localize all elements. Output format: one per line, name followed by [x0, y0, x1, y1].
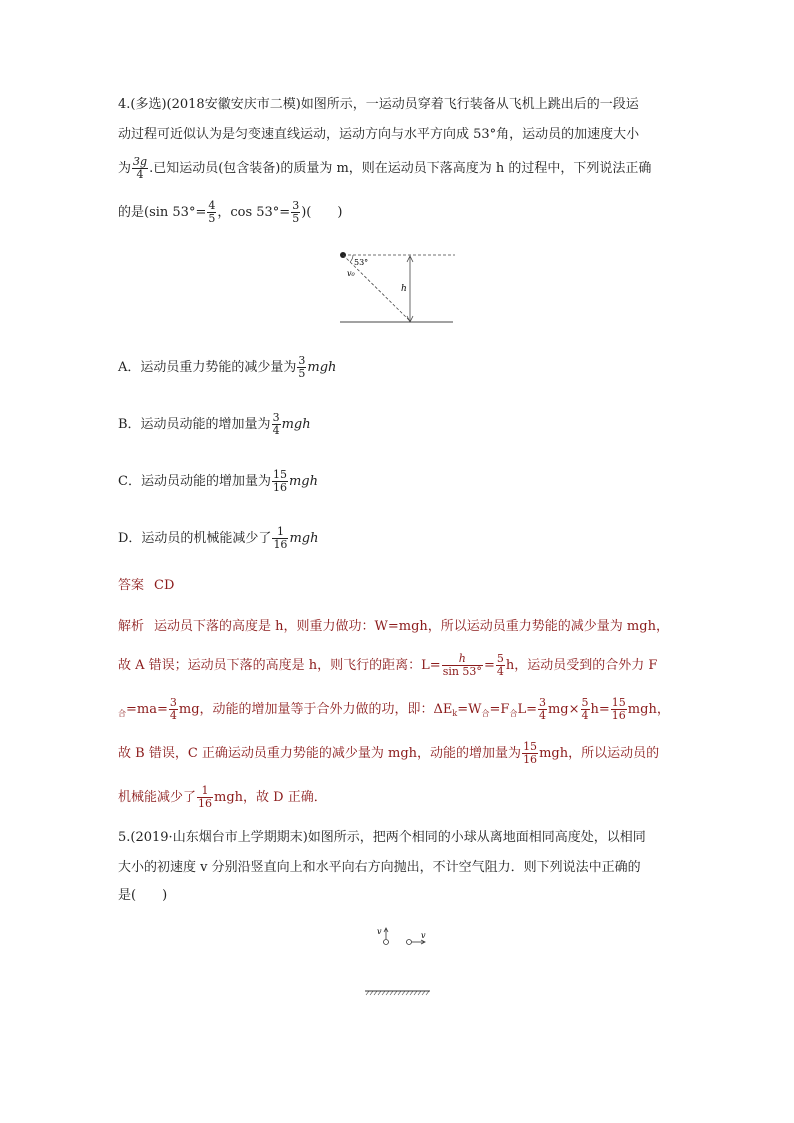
analysis-text-1: 运动员下落的高度是 h，则重力做功：W=mgh，所以运动员重力势能的减少量为 mgh，: [154, 619, 669, 634]
option-b-tail: mgh: [281, 417, 311, 432]
option-a-fraction: [297, 355, 306, 380]
q4-line-4: [118, 200, 342, 225]
subscript-k: k: [452, 709, 458, 718]
analysis-text-3d: =F: [489, 702, 510, 717]
frac-num: 15: [523, 740, 538, 753]
analysis-text-5a: 机械能减少了: [118, 790, 197, 805]
option-d-tail: mgh: [289, 531, 319, 546]
frac-den: 16: [523, 753, 538, 766]
subscript-he: 合: [509, 709, 518, 718]
q5-line-3: 是( ): [118, 888, 168, 903]
frac-5-4: [581, 697, 590, 722]
analysis-line-3: [118, 697, 670, 724]
v0-label: v₀: [347, 269, 355, 278]
analysis-text-3c: =W: [457, 702, 482, 717]
frac-num: 4: [208, 199, 216, 212]
analysis-text-3b: mg，动能的增加量等于合外力做的功，即：ΔE: [178, 702, 453, 717]
frac-num: 15: [611, 696, 626, 709]
frac-num: 3g: [133, 155, 148, 168]
frac-den: 5: [208, 212, 216, 225]
frac-den: 4: [136, 168, 144, 181]
angle-label: 53°: [354, 258, 369, 267]
analysis-text-3e: L=: [517, 702, 537, 717]
frac-num: 5: [496, 652, 504, 665]
q4-diagram: [335, 245, 460, 327]
frac-3-4-b: [538, 697, 547, 722]
frac-num: 5: [581, 696, 589, 709]
answer-label: 答案: [118, 578, 145, 593]
frac-num: 1: [197, 785, 213, 798]
q5-diagram: [360, 925, 435, 997]
frac-15-16-b: [522, 741, 538, 766]
analysis-label: 解析: [118, 619, 145, 634]
answer-line: [118, 576, 174, 596]
analysis-line-1: [118, 617, 669, 637]
analysis-line-2: [118, 653, 657, 678]
analysis-line-4: [118, 741, 659, 766]
frac-den: 16: [198, 797, 213, 810]
frac-den: sin 53°: [442, 665, 482, 678]
ball-up: [384, 940, 389, 945]
frac-num: 3: [538, 696, 546, 709]
option-c-fraction: [272, 469, 288, 494]
q4-sin-text: 的是(sin 53°=: [118, 205, 207, 220]
frac-den: 4: [169, 709, 177, 722]
option-d-text: D．运动员的机械能减少了: [118, 531, 272, 546]
q4-accel-fraction: [132, 156, 148, 181]
subscript-he: 合: [118, 709, 126, 718]
frac-den: 16: [272, 481, 287, 494]
q4-line-3: [118, 156, 651, 181]
frac-num: 3: [298, 354, 306, 367]
sin-fraction: [207, 200, 216, 225]
analysis-text-2b: h，运动员受到的合外力 F: [505, 658, 658, 673]
frac-num: 3: [169, 696, 177, 709]
equals: =: [483, 658, 495, 673]
analysis-text-4a: 故 B 错误，C 正确运动员重力势能的减少量为 mgh，动能的增加量为: [118, 746, 522, 761]
q4-cos-text: ，cos 53°=: [217, 205, 291, 220]
option-a-text: A．运动员重力势能的减少量为: [118, 360, 297, 375]
q4-answer-blank: )( ): [301, 205, 343, 220]
angle-arc: [350, 255, 353, 262]
ball-right: [407, 940, 412, 945]
analysis-text-3h: mgh，: [627, 702, 670, 717]
frac-3-4-a: [169, 697, 178, 722]
q5-line-1: 5.(2019·山东烟台市上学期期末)如图所示，把两个相同的小球从离地面相同高度处，以相同: [118, 830, 646, 845]
analysis-text-2a: 故 A 错误；运动员下落的高度是 h，则飞行的距离：L=: [118, 658, 441, 673]
subscript-he: 合: [481, 709, 490, 718]
v-right-label: v: [421, 931, 426, 940]
analysis-text-5b: mgh，故 D 正确．: [214, 790, 327, 805]
q4-line-1: 4.(多选)(2018安徽安庆市二模)如图所示，一运动员穿着飞行装备从飞机上跳出后的一段运: [118, 97, 639, 112]
analysis-text-3a: =ma=: [126, 702, 168, 717]
q5-line-2: 大小的初速度 v 分别沿竖直向上和水平向右方向抛出，不计空气阻力．则下列说法中正确的: [118, 860, 641, 875]
frac-den: 16: [611, 709, 626, 722]
option-a-tail: mgh: [307, 360, 337, 375]
frac-den: 5: [292, 212, 300, 225]
frac-num: 1: [272, 526, 288, 539]
ground-hatch: [366, 991, 429, 995]
frac-den: 4: [581, 709, 589, 722]
option-a[interactable]: [118, 355, 336, 380]
distance-fraction: [442, 653, 483, 678]
frac-den: 16: [273, 538, 288, 551]
option-c-tail: mgh: [288, 474, 318, 489]
frac-num: 3: [272, 411, 280, 424]
frac-num: 3: [292, 199, 300, 212]
analysis-text-3g: h=: [590, 702, 610, 717]
option-d[interactable]: [118, 526, 318, 551]
q4-line-3-pre: 为: [118, 161, 132, 176]
frac-num: 15: [272, 468, 287, 481]
analysis-line-5: [118, 785, 327, 810]
q4-line-3-post: .已知运动员(包含装备)的质量为 m，则在运动员下落高度为 h 的过程中，下列说法正确: [149, 161, 652, 176]
frac-15-16: [611, 697, 627, 722]
option-d-fraction: [272, 526, 288, 551]
option-b[interactable]: [118, 412, 311, 437]
frac-1-16: [197, 785, 213, 810]
h-label: h: [401, 284, 407, 294]
analysis-text-3f: mg×: [547, 702, 580, 717]
option-b-fraction: [272, 412, 281, 437]
cos-fraction: [291, 200, 300, 225]
analysis-text-4b: mgh，所以运动员的: [539, 746, 660, 761]
option-b-text: B．运动员动能的增加量为: [118, 417, 271, 432]
q4-line-2: 动过程可近似认为是匀变速直线运动，运动方向与水平方向成 53°角，运动员的加速度大小: [118, 127, 640, 142]
frac-den: 4: [538, 709, 546, 722]
frac-num: h: [442, 653, 483, 666]
answer-value: CD: [154, 578, 175, 593]
option-c-text: C．运动员动能的增加量为: [118, 474, 271, 489]
five-fourths-fraction: [496, 653, 505, 678]
frac-den: 4: [272, 424, 280, 437]
option-c[interactable]: [118, 469, 318, 494]
frac-den: 5: [298, 367, 306, 380]
frac-den: 4: [496, 665, 504, 678]
v-up-label: v: [377, 927, 382, 936]
